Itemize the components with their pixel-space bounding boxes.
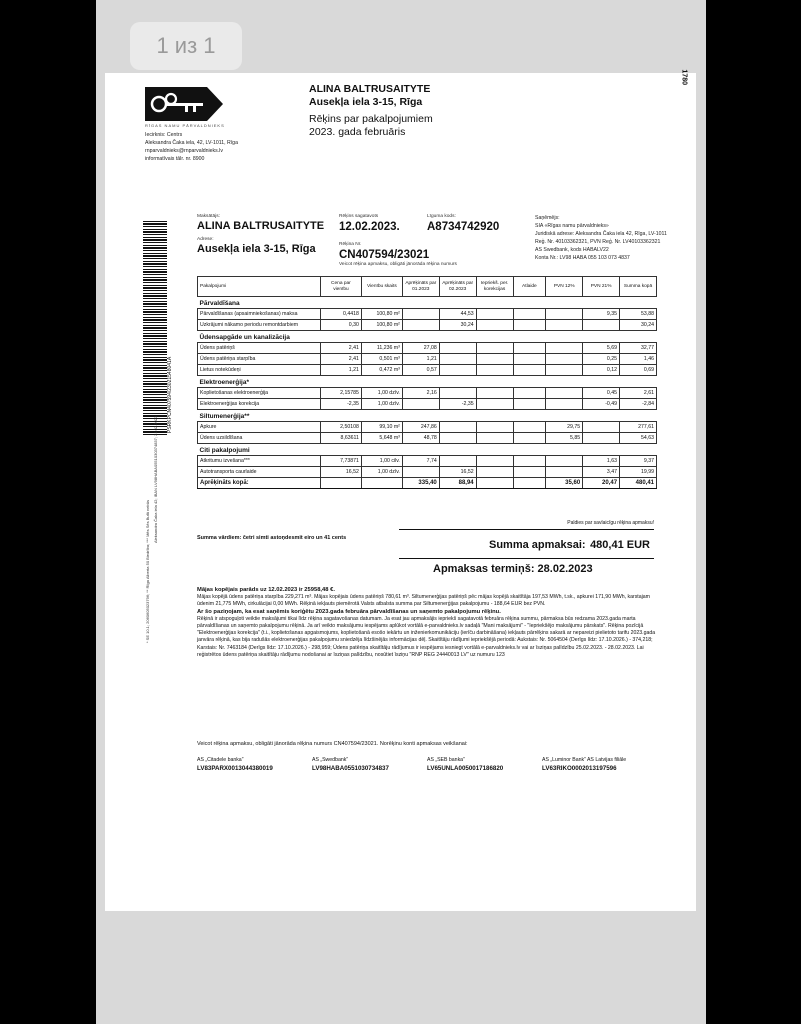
bank-name: AS „SEB banka” [427, 757, 465, 763]
table-cell [439, 456, 476, 467]
table-cell: 9,35 [583, 309, 620, 320]
table-section-row [198, 444, 657, 456]
table-cell [476, 399, 513, 410]
table-cell: 0,30 [320, 320, 361, 331]
bank-accounts [197, 757, 657, 772]
table-cell [513, 320, 546, 331]
table-header-cell: Aprēķināts par 01.2023 [402, 277, 439, 297]
table-row [198, 354, 657, 365]
address-label: Adrese: [197, 237, 214, 242]
notes-block [197, 587, 657, 659]
bank-account: LV98HABA0551030734837 [312, 765, 389, 772]
sum-in-words: Summa vārdiem: četri simti astoņdesmit eiro un 41 cents [197, 535, 347, 541]
payer-name: ALINA BALTRUSAITYTE [197, 220, 325, 232]
table-row [198, 456, 657, 467]
header-address: Ausekļa iela 3-15, Rīga [309, 96, 423, 108]
table-header-cell: Atlaide [513, 277, 546, 297]
thanks-note: Paldies par savlaicīgu rēķina apmaksu! [567, 520, 654, 526]
table-row [198, 399, 657, 410]
table-cell: -2,35 [439, 399, 476, 410]
recipient-line: Juridiskā adrese: Aleksandra Čaka iela 42, Rīga, LV-1011 [535, 231, 667, 237]
table-header-cell: PVN 21% [583, 277, 620, 297]
table-cell [513, 343, 546, 354]
table-cell: 1,00 cilv. [361, 456, 402, 467]
barcode-text: PSRKPCN407594/23021548041A [167, 356, 173, 433]
bank-account: LV83PARX0013044380019 [197, 765, 273, 772]
invoice-period: 2023. gada februāris [309, 126, 406, 138]
table-cell [439, 354, 476, 365]
table-cell: 7,73871 [320, 456, 361, 467]
table-cell [476, 320, 513, 331]
table-cell: 30,24 [439, 320, 476, 331]
table-cell [476, 343, 513, 354]
table-cell: 0,501 m³ [361, 354, 402, 365]
banks-intro: Veicot rēķina apmaksu, obligāti jānorāda rēķina numurs CN407594/23021. Norēķinu konti apmaksas veikšanai: [197, 741, 468, 747]
bank-account: LV65UNLA0050017186820 [427, 765, 504, 772]
table-cell: 29,75 [546, 422, 583, 433]
table-cell: 5,648 m³ [361, 433, 402, 444]
bank-item [312, 757, 427, 772]
table-row [198, 309, 657, 320]
services-table-wrap [197, 276, 657, 489]
page-counter: 1 из 1 [130, 22, 242, 70]
section-title: Ūdensapgāde un kanalizācija [198, 331, 657, 343]
sum-label: Summa apmaksai: [489, 539, 586, 551]
table-cell: Elektroenerģijas korekcija [198, 399, 321, 410]
table-row [198, 365, 657, 376]
table-cell: 30,24 [620, 320, 657, 331]
table-cell: 0,57 [402, 365, 439, 376]
recipient-line: SIA «Rīgas namu pārvaldnieks» [535, 223, 609, 229]
table-cell: Atkritumu izvešana*** [198, 456, 321, 467]
total-cell [476, 478, 513, 489]
due-date: Apmaksas termiņš: 28.02.2023 [433, 563, 593, 575]
debt-note: Mājas kopējais parāds uz 12.02.2023 ir 25958,48 €. [197, 587, 335, 593]
date-label: Rēķins sagatavots [339, 214, 379, 219]
table-cell: 2,16 [402, 388, 439, 399]
table-cell: 53,88 [620, 309, 657, 320]
table-cell [546, 456, 583, 467]
logo-subtitle: RĪGAS NAMU PĀRVALDNIEKS [145, 123, 225, 128]
table-cell [546, 467, 583, 478]
table-header-cell: PVN 12% [546, 277, 583, 297]
table-cell [546, 365, 583, 376]
table-cell: 100,80 m² [361, 320, 402, 331]
table-cell: 0,69 [620, 365, 657, 376]
table-section-row [198, 410, 657, 422]
table-cell: Koplietošanas elektroenerģija [198, 388, 321, 399]
header-name: ALINA BALTRUSAITYTE [309, 83, 431, 95]
table-row [198, 343, 657, 354]
recipient-line: Konta Nr.: LV98 HABA 055 103 073 4837 [535, 255, 630, 261]
table-cell: 247,86 [402, 422, 439, 433]
table-cell [439, 343, 476, 354]
correction-note: Ar šo paziņojam, ka esat saņēmis koriģētu 2023.gada februāra pārvaldīšanas un saņemto pakalpojumu rēķinu. [197, 608, 501, 615]
bank-account: LV63RIKO0002013197596 [542, 765, 617, 772]
table-cell: 8,63611 [320, 433, 361, 444]
table-cell: 32,77 [620, 343, 657, 354]
table-cell: 1,00 dzīv. [361, 399, 402, 410]
table-cell: 0,4418 [320, 309, 361, 320]
total-cell: 88,94 [439, 478, 476, 489]
bank-item [427, 757, 542, 772]
table-cell: -0,49 [583, 399, 620, 410]
table-cell: 27,08 [402, 343, 439, 354]
table-cell: 0,45 [583, 388, 620, 399]
table-cell [513, 388, 546, 399]
table-cell: 1,00 dzīv. [361, 467, 402, 478]
table-cell: Ūdens patēriņš [198, 343, 321, 354]
table-cell: 1,21 [402, 354, 439, 365]
bank-name: AS „Swedbank” [312, 757, 349, 763]
table-cell [513, 354, 546, 365]
invoice-title: Rēķins par pakalpojumiem [309, 113, 433, 125]
table-header-cell: Summa kopā [620, 277, 657, 297]
table-section-row [198, 331, 657, 343]
contract-code: A8734742920 [427, 221, 500, 233]
table-cell [476, 456, 513, 467]
total-cell [513, 478, 546, 489]
table-cell: -2,35 [320, 399, 361, 410]
table-cell: 19,99 [620, 467, 657, 478]
bank-item [542, 757, 657, 772]
invoice-header [309, 83, 569, 139]
table-body [198, 297, 657, 489]
table-cell [476, 388, 513, 399]
table-header-cell: Iepriekš. per. korekcijas [476, 277, 513, 297]
table-cell: Lietus notekūdeņi [198, 365, 321, 376]
table-cell [476, 354, 513, 365]
section-title: Pārvaldīšana [198, 297, 657, 309]
issuer-line: Iecirknis: Centrs [145, 132, 183, 138]
table-cell: 2,41 [320, 354, 361, 365]
table-cell: 2,61 [620, 388, 657, 399]
table-cell [513, 467, 546, 478]
bank-name: AS „Citadele banka” [197, 757, 244, 763]
issuer-line: informatīvais tālr. nr. 8900 [145, 156, 205, 162]
table-cell [546, 388, 583, 399]
table-cell: 2,15785 [320, 388, 361, 399]
table-row [198, 467, 657, 478]
table-cell: 1,63 [583, 456, 620, 467]
table-header-row [198, 277, 657, 297]
table-header-cell: Cena par vienību [320, 277, 361, 297]
table-cell [402, 399, 439, 410]
recipient-label: Saņēmējs: [535, 215, 560, 221]
table-section-row [198, 297, 657, 309]
company-logo-icon [145, 87, 223, 121]
table-total-row [198, 478, 657, 489]
table-cell [476, 433, 513, 444]
table-cell [402, 309, 439, 320]
table-cell: 44,53 [439, 309, 476, 320]
table-cell: Pārvaldīšanas (apsaimniekošanas) maksa [198, 309, 321, 320]
table-cell [583, 320, 620, 331]
table-cell [546, 343, 583, 354]
payer-address: Ausekļa iela 3-15, Rīga [197, 243, 316, 255]
table-cell: 0,12 [583, 365, 620, 376]
table-cell: 5,85 [546, 433, 583, 444]
table-cell [402, 320, 439, 331]
sum-value: 480,41 EUR [590, 539, 650, 551]
recipient-block [535, 214, 675, 262]
table-cell [439, 422, 476, 433]
table-cell: -2,84 [620, 399, 657, 410]
table-header-cell: Aprēķināts par 02.2023 [439, 277, 476, 297]
table-cell [476, 422, 513, 433]
table-row [198, 388, 657, 399]
sum-box [399, 529, 654, 559]
total-cell: 480,41 [620, 478, 657, 489]
table-cell: Autotransporta caurlaide [198, 467, 321, 478]
table-cell: 2,50108 [320, 422, 361, 433]
issuer-line: rnparvaldnieks@rnparvaldnieks.lv [145, 148, 223, 154]
table-cell [546, 320, 583, 331]
barcode [143, 221, 167, 435]
table-cell [513, 309, 546, 320]
table-cell [402, 467, 439, 478]
table-cell [513, 433, 546, 444]
recipient-line: AS Swedbank, kods HABALV22 [535, 247, 609, 253]
section-title: Citi pakalpojumi [198, 444, 657, 456]
table-cell [546, 354, 583, 365]
invoice-number-note: Veicot rēķina apmaksu, obligāti jānorāda rēķina numurs [339, 262, 457, 267]
table-row [198, 320, 657, 331]
table-cell [439, 388, 476, 399]
table-cell [476, 365, 513, 376]
invoice-number-label: Rēķina Nr. [339, 242, 362, 247]
vertical-note: * SE 10.1; 2060605023796; ** Rīga Alberta 50 Biedrība; *** Mēs Sēs Bufā nebūs [145, 500, 150, 643]
table-cell [546, 399, 583, 410]
table-cell [513, 399, 546, 410]
table-cell: 0,472 m³ [361, 365, 402, 376]
table-cell: 99,10 m² [361, 422, 402, 433]
table-cell: Ūdens patēriņa starpība [198, 354, 321, 365]
table-cell: 2,41 [320, 343, 361, 354]
table-cell: 3,47 [583, 467, 620, 478]
table-cell: Ūdens uzsildīšana [198, 433, 321, 444]
issuer-line: Aleksandra Čaka iela, 42, LV-1011, Rīga [145, 140, 238, 146]
table-cell [476, 309, 513, 320]
table-cell [439, 365, 476, 376]
table-row [198, 433, 657, 444]
table-cell: 5,69 [583, 343, 620, 354]
section-title: Elektroenerģija* [198, 376, 657, 388]
total-cell: 20,47 [583, 478, 620, 489]
contract-label: Līguma kods: [427, 214, 456, 219]
table-cell: Uzkrājumi nākamo periodu remontdarbiem [198, 320, 321, 331]
table-cell: 11,236 m³ [361, 343, 402, 354]
table-cell: 0,25 [583, 354, 620, 365]
table-cell: 54,63 [620, 433, 657, 444]
issuer-info [145, 131, 265, 163]
bank-item [197, 757, 312, 772]
table-header-cell: Pakalpojumi [198, 277, 321, 297]
total-cell: Aprēķināts kopā: [198, 478, 321, 489]
table-cell [439, 433, 476, 444]
table-cell: 1,46 [620, 354, 657, 365]
table-cell: 1,21 [320, 365, 361, 376]
recipient-line: Reģ. Nr. 40103362321, PVN Reģ. Nr. LV40103362321 [535, 239, 661, 245]
table-cell [583, 422, 620, 433]
table-cell: Apkure [198, 422, 321, 433]
table-cell [583, 433, 620, 444]
table-cell [546, 309, 583, 320]
table-cell: 16,52 [320, 467, 361, 478]
invoice-date: 12.02.2023. [339, 221, 400, 233]
table-section-row [198, 376, 657, 388]
table-cell: 48,78 [402, 433, 439, 444]
table-cell: 277,61 [620, 422, 657, 433]
table-cell: 7,74 [402, 456, 439, 467]
table-cell [476, 467, 513, 478]
total-cell [320, 478, 361, 489]
table-cell: 1,00 dzīv. [361, 388, 402, 399]
table-cell [513, 456, 546, 467]
table-header-cell: Vienību skaits [361, 277, 402, 297]
total-cell: 335,40 [402, 478, 439, 489]
invoice-number: CN407594/23021 [339, 249, 430, 261]
table-cell [513, 365, 546, 376]
total-cell [361, 478, 402, 489]
table-cell: 100,80 m² [361, 309, 402, 320]
table-cell: 9,37 [620, 456, 657, 467]
payments-note: Rēķinā ir atspoguļoti veiktie maksājumi tikai līdz rēķina sagatavošanas datumam. Ja esat jau apmaksājis iepriekš sagatavotā februāra rēķina summu, pārmaksa būs redzama 2023.gada marta pārvaldīšanas un saņemto pakalpojumu rēķinā. Ja arī veikto maksājumu iespējams aplūkot vortālā e-parvaldnieks.lv sadaļā "Mani maksājumi" - "Iepriekšējo maksājumu pārskats". Rēķina pozīcijā "Elektroenerģijas korekcija" (t.i., koplietošanas apgaismojums, koplietošanā esošo iekārtu un inženierkomunikāciju (ierīču darbināšana) iekļauts pārrēķins sakarā ar nepareizi pielietoto tarifu 2023.gada janvāra rēķinā, kas bija radušās elektroenerģijas pakalpojumu sniedzēja līdzšinējās informācijas dēļ. Skaitītāju rādījumi iepriekšējā periodā: Aukstais: Nr. 5064504 (Derīgs līdz: 17.10.2026.) - 374,218; Karstais: Nr. 7463184 (Derīgs līdz: 17.10.2026.) - 298,959; Ūdens patēriņa skaitītāju rādījumus ir iespējams iesniegt vortālā e-parvaldnieks.lv vai ar īsziņas palīdzību 25.02.2023. - 28.02.2023. Lai reģistrētos ūdens patēriņa skaitītāju rādījumu nodošanai ar īsziņas palīdzību, nosūtiet īsziņu "RNP REG 24440013 LV" uz numuru 123 [197, 615, 656, 658]
section-title: Siltumenerģija** [198, 410, 657, 422]
vertical-note: Aleksandra Čaka iela 42; IBAN LV98HABA0551030374837; 21.02.2023 [153, 415, 158, 543]
services-table [197, 276, 657, 489]
document-number: 1780 [681, 69, 688, 85]
invoice-page [105, 69, 696, 911]
table-cell: 16,52 [439, 467, 476, 478]
total-cell: 35,60 [546, 478, 583, 489]
table-row [198, 422, 657, 433]
table-cell [513, 422, 546, 433]
bank-name: AS „Luminor Bank” AS Latvijas filiāle [542, 757, 627, 763]
consumption-note: Mājas kopējā ūdens patēriņa starpība 229,271 m³. Mājas kopējais ūdens patēriņš 780,61 m³. Siltumenerģijas patēriņš pēc mājas kopējā skaitītāja 197,53 MWh, t.sk., apkurei 171,90 MWh, karstajam ūdenim 21,775 MWh, cirkulācijai 0,00 MWh. Rēķinā iekļauts piemērotā Valsts atbalsta summa par Siltumenerģijas pakalpojumu - 188,64 EUR bez PVN. [197, 594, 650, 608]
payer-label: Maksātājs: [197, 214, 220, 219]
